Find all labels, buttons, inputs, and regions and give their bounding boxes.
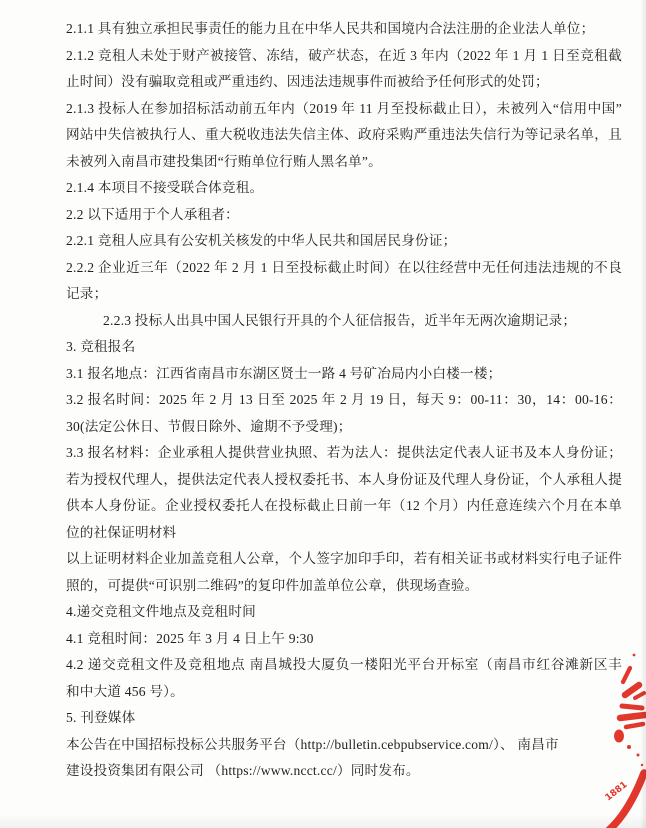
text-line-1: 2.1.1 具有独立承担民事责任的能力且在中华人民共和国境内合法注册的企业法人单位；: [66, 21, 595, 36]
text-line-12: 2.2.3 投标人出具中国人民银行开具的个人征信报告，近半年无两次逾期记录；: [103, 312, 577, 328]
text-line-17: 3.3 报名材料：企业承租人提供营业执照、若为法人：提供法定代表人证书及本人身份证；: [66, 445, 622, 460]
seal-character-fragment: [622, 706, 642, 708]
text-line-6: 未被列入南昌市建投集团“行贿单位行贿人黑名单”。: [66, 153, 382, 169]
text-line-5: 网站中失信被执行人、重大税收违法失信主体、政府采购严重违法失信行为等记录名单，且: [66, 127, 622, 142]
text-line-18: 若为授权代理人，提供法定代表人授权委托书、本人身份证及代理人身份证，个人承租人提: [66, 471, 622, 487]
seal-character-fragment: [625, 685, 639, 695]
text-line-4: 2.1.3 投标人在参加招标活动前五年内（2019 年 11 月至投标截止日），未被列入“信用中国”: [66, 100, 622, 116]
text-line-29: 建设投资集团有限公司 （https://www.ncct.cc/）同时发布。: [66, 763, 420, 778]
text-line-8: 2.2 以下适用于个人承租者：: [66, 206, 239, 222]
text-line-10: 2.2.2 企业近三年（2022 年 2 月 1 日至投标截止时间）在以往经营中无任何违法违规的不良: [66, 259, 622, 275]
seal-speck: [641, 764, 643, 766]
seal-character-fragment: [635, 693, 644, 698]
seal-year-digits: 1881: [603, 780, 630, 804]
text-line-20: 位的社保证明材料: [66, 524, 177, 540]
text-line-27: 5. 刊登媒体: [66, 710, 136, 725]
text-line-9: 2.2.1 竞租人应具有公安机关核发的中华人民共和国居民身份证；: [66, 233, 457, 248]
text-line-11: 记录；: [66, 286, 108, 301]
text-line-19: 供本人身份证。企业授权委托人在投标截止日前一年（12 个月）内任意连续六个月在本单: [66, 498, 622, 513]
seal-character-fragment: [620, 715, 645, 718]
text-line-7: 2.1.4 本项目不接受联合体竞租。: [66, 180, 264, 195]
seal-speck: [633, 654, 636, 657]
text-line-16: 30(法定公休日、节假日除外、逾期不予受理)；: [66, 418, 352, 434]
text-line-13: 3. 竞租报名: [66, 339, 136, 354]
text-line-23: 4.递交竞租文件地点及竞租时间: [66, 604, 256, 619]
text-line-2: 2.1.2 竞租人未处于财产被接管、冻结，破产状态，在近 3 年内（2022 年 1 月 1 日至竞租截: [66, 47, 622, 63]
text-line-22: 照的，可提供“可识别二维码”的复印件加盖单位公章，供现场查验。: [66, 577, 479, 593]
document-text-block: [66, 16, 622, 785]
seal-speck: [637, 754, 640, 757]
text-line-21: 以上证明材料企业加盖竞租人公章，个人签字加印手印，若有相关证书或材料实行电子证件: [66, 551, 622, 566]
seal-speck: [627, 745, 631, 749]
seal-character-fragment: [626, 724, 643, 727]
text-line-14: 3.1 报名地点：江西省南昌市东湖区贤士一路 4 号矿冶局内小白楼一楼；: [66, 365, 502, 381]
text-line-25: 4.2 递交竞租文件及竞租地点 南昌城投大厦负一楼阳光平台开标室（南昌市红谷滩新区丰: [66, 657, 622, 672]
text-line-15: 3.2 报名时间：2025 年 2 月 13 日至 2025 年 2 月 19 日，每天 9：00-11：30，14：00-16：: [66, 392, 622, 407]
seal-speck: [616, 818, 619, 821]
seal-character-fragment: [623, 668, 630, 682]
text-line-24: 4.1 竞租时间：2025 年 3 月 4 日上午 9:30: [66, 630, 314, 646]
text-line-3: 止时间）没有骗取竞租或严重违约、因违法违规事件而被给予任何形式的处罚；: [66, 74, 549, 89]
text-line-26: 和中大道 456 号）。: [66, 683, 184, 699]
text-line-28: 本公告在中国招标投标公共服务平台（http://bulletin.cebpubservice.com/）、 南昌市: [66, 736, 559, 752]
